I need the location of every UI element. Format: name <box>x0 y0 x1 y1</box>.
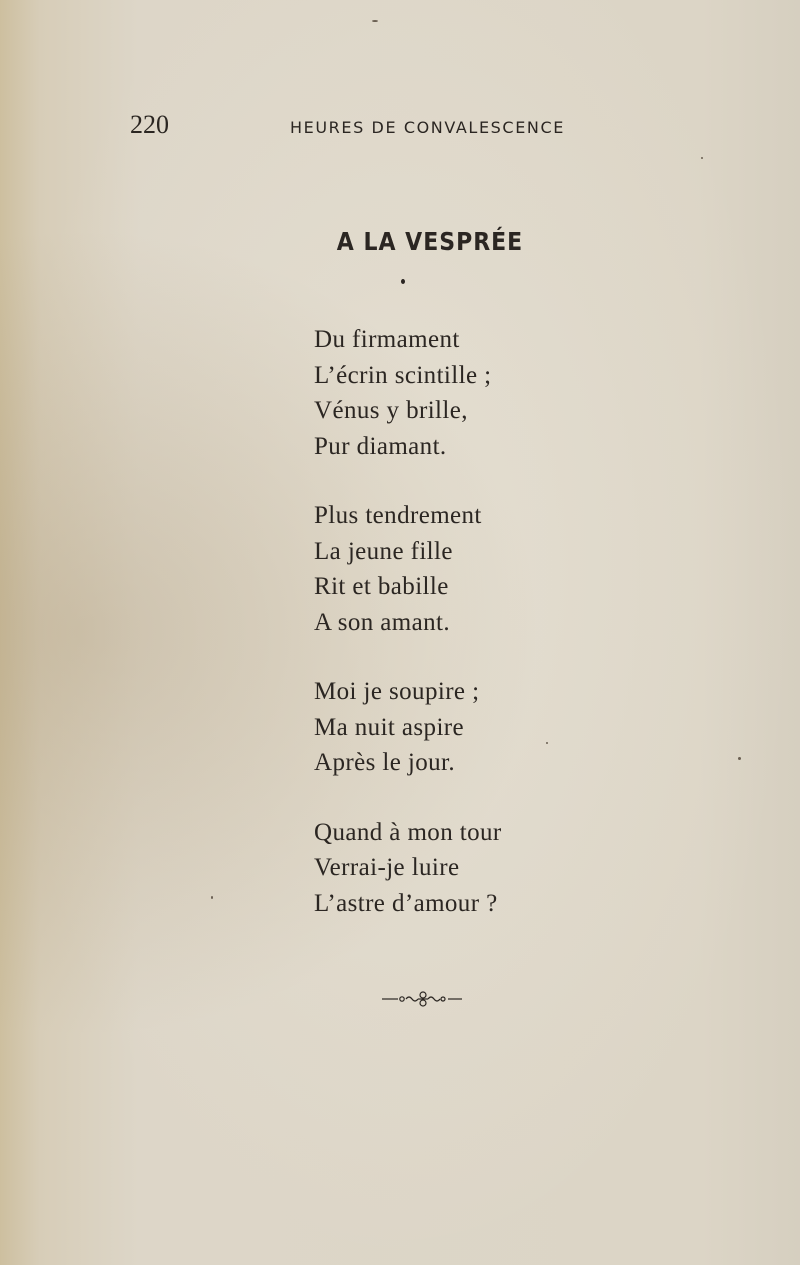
poem-line: L’écrin scintille ; <box>314 361 492 389</box>
paper-speck <box>372 20 378 22</box>
poem-title: A LA VESPRÉE <box>336 228 524 257</box>
poem-line: Vénus y brille, <box>314 397 468 424</box>
stanza-2 <box>314 498 614 640</box>
poem-line: La jeune fille <box>314 537 453 565</box>
page-header <box>130 110 590 142</box>
stanza-3 <box>314 674 614 781</box>
poem-line: Moi je soupire ; <box>314 678 480 705</box>
floral-tailpiece-icon <box>378 988 464 1010</box>
paper-speck <box>738 757 741 760</box>
poem-line: A son amant. <box>314 608 451 636</box>
poem-line: L’astre d’amour ? <box>314 889 498 917</box>
stanza-1 <box>314 322 614 464</box>
poem-line: Quand à mon tour <box>314 818 502 846</box>
running-head: HEURES DE CONVALESCENCE <box>290 118 565 137</box>
poem-line: Du firmament <box>314 326 460 353</box>
title-dot <box>401 279 405 284</box>
poem-line: Pur diamant. <box>314 432 447 460</box>
poem-line: Plus tendrement <box>314 502 482 529</box>
page-number: 220 <box>130 110 169 139</box>
paper-speck <box>211 896 213 899</box>
poem-line: Ma nuit aspire <box>314 713 465 741</box>
poem-line: Verrai-je luire <box>314 854 460 881</box>
poem-line: Après le jour. <box>314 749 455 776</box>
stanza-4 <box>314 815 614 922</box>
poem-line: Rit et babille <box>314 573 449 600</box>
poem-body <box>314 322 614 955</box>
paper-speck <box>701 157 703 159</box>
